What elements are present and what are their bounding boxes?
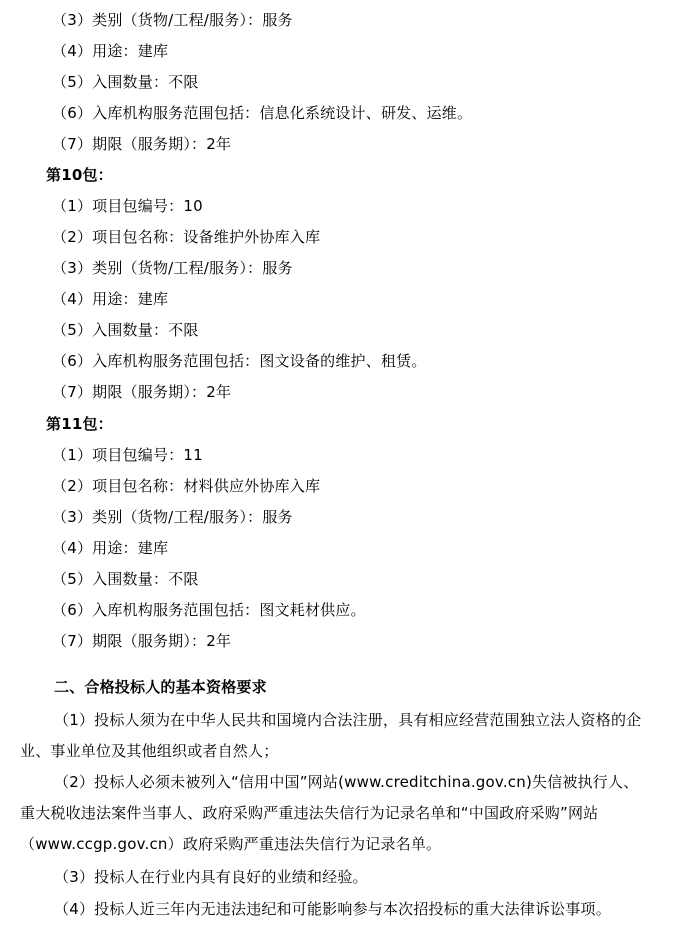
package-11-heading: 第11包： [46,415,113,433]
list-item: （1）项目包编号：10 [52,197,203,215]
list-item: （2）项目包名称：材料供应外协库入库 [52,477,321,495]
list-item: （3）类别（货物/工程/服务）：服务 [52,508,293,526]
requirement-2-continued: （www.ccgp.gov.cn）政府采购严重违法失信行为记录名单。 [20,835,442,853]
requirement-3: （3）投标人在行业内具有良好的业绩和经验。 [54,868,368,886]
section-heading: 二、合格投标人的基本资格要求 [54,678,267,696]
list-item: （7）期限（服务期）：2年 [52,632,232,650]
list-item: （7）期限（服务期）：2年 [52,135,232,153]
package-10-heading: 第10包： [46,166,113,184]
list-item: （3）类别（货物/工程/服务）：服务 [52,11,293,29]
requirement-4: （4）投标人近三年内无违法违纪和可能影响参与本次招投标的重大法律诉讼事项。 [54,900,611,918]
list-item: （5）入围数量：不限 [52,570,199,588]
list-item: （3）类别（货物/工程/服务）：服务 [52,259,293,277]
list-item: （2）项目包名称：设备维护外协库入库 [52,228,321,246]
list-item: （4）用途：建库 [52,539,169,557]
list-item: （6）入库机构服务范围包括：图文设备的维护、租赁。 [52,352,427,370]
requirement-2-continued: 重大税收违法案件当事人、政府采购严重违法失信行为记录名单和“中国政府采购”网站 [20,804,599,822]
requirement-1: （1）投标人须为在中华人民共和国境内合法注册，具有相应经营范围独立法人资格的企 [54,711,642,729]
list-item: （5）入围数量：不限 [52,321,199,339]
list-item: （6）入库机构服务范围包括：图文耗材供应。 [52,601,366,619]
list-item: （4）用途：建库 [52,290,169,308]
requirement-2: （2）投标人必须未被列入“信用中国”网站(www.creditchina.gov.cn)失信被执行人、 [54,773,639,791]
list-item: （1）项目包编号：11 [52,446,203,464]
list-item: （6）入库机构服务范围包括：信息化系统设计、研发、运维。 [52,104,473,122]
list-item: （5）入围数量：不限 [52,73,199,91]
list-item: （4）用途：建库 [52,42,169,60]
list-item: （7）期限（服务期）：2年 [52,383,232,401]
requirement-1-continued: 业、事业单位及其他组织或者自然人； [20,742,279,760]
